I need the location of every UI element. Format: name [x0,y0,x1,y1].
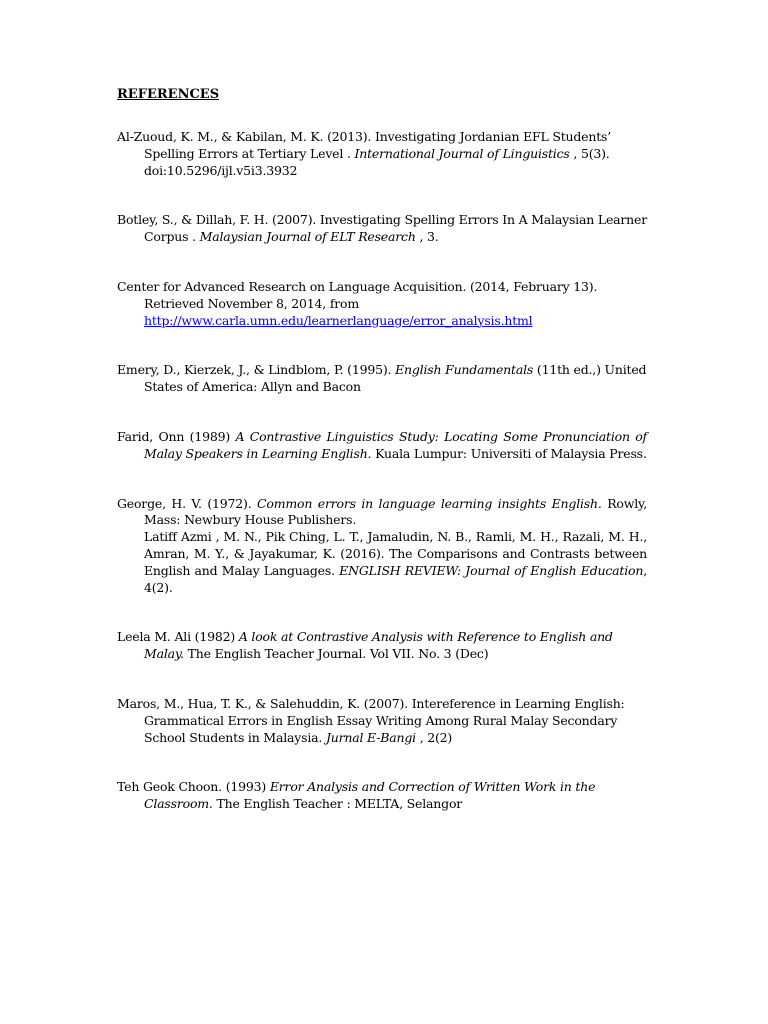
reference-entry-latiff-azmi [144,529,647,596]
reference-details: (11th ed.,) United States of America: Allyn and Bacon [144,362,647,395]
reference-entry-teh-geok-choon [117,779,647,813]
reference-entry-leela [117,629,647,663]
reference-entry-al-zuoud [117,129,647,179]
reference-details: , 5(3). doi:10.5296/ijl.v5i3.3932 [144,145,610,178]
reference-text: Leela M. Ali (1982) [117,629,239,645]
reference-link[interactable]: http://www.carla.umn.edu/learnerlanguage/error_analysis.html [144,312,533,328]
references-page [117,86,647,813]
reference-entry-george [117,496,647,597]
reference-text: Teh Geok Choon. (1993) [117,779,270,795]
reference-entry-carla [117,279,647,329]
reference-details: , 2(2) [415,729,453,745]
reference-text: Farid, Onn (1989) [117,428,236,444]
reference-text: Center for Advanced Research on Language Acquisition. (2014, February 13). Retrieved November 8, 2014, from [117,278,598,311]
reference-book-title: A Contrastive Linguistics Study: Locating Some Pronunciation of Malay Speakers in Learning English. [144,428,647,461]
reference-book-title: Error Analysis and Correction of Written Work in the Classroom. [144,779,596,812]
reference-journal: Malaysian Journal of ELT Research [199,229,416,245]
reference-text: Botley, S., & Dillah, F. H. (2007). Investigating Spelling Errors In A Malaysian Learner Corpus . [117,212,648,245]
reference-journal: ENGLISH REVIEW: Journal of English Education [339,562,644,578]
reference-text: Al-Zuoud, K. M., & Kabilan, M. K. (2013). Investigating Jordanian EFL Students’ Spelling Errors at Tertiary Level . [117,129,612,161]
reference-details: , 4(2). [144,562,647,595]
reference-entry-farid [117,429,647,463]
reference-details: , 3. [415,229,439,245]
reference-text: George, H. V. (1972). [117,495,258,511]
reference-entry-maros [117,696,647,746]
reference-journal: International Journal of Linguistics [354,145,570,161]
reference-article-title: A look at Contrastive Analysis with Reference to English and Malay. [144,629,613,662]
reference-journal: Jurnal E-Bangi [325,729,416,745]
reference-entry-emery [117,362,647,396]
reference-details: Kuala Lumpur: Universiti of Malaysia Press. [371,445,647,461]
reference-details: Rowly, Mass: Newbury House Publishers. [144,495,648,528]
reference-text: Maros, M., Hua, T. K., & Salehuddin, K. (2007). Intereference in Learning English: Grammatical Errors in English Essay Writing Among Rural Malay Secondary School Students in Malaysia. [117,695,625,745]
reference-book-title: Common errors in language learning insights English. [257,495,602,511]
reference-text: Emery, D., Kierzek, J., & Lindblom, P. (1995). [117,362,396,378]
reference-book-title: English Fundamentals [395,362,534,378]
references-heading: REFERENCES [117,87,220,102]
reference-text: Latiff Azmi , M. N., Pik Ching, L. T., Jamaludin, N. B., Ramli, M. H., Razali, M. H., Amran, M. Y., & Jayakumar, K. (2016). The Comparisons and Contrasts between English and Malay Languages. [144,529,647,578]
reference-entry-botley [117,212,647,246]
reference-details: The English Teacher : MELTA, Selangor [212,796,463,812]
reference-details: The English Teacher Journal. Vol VII. No. 3 (Dec) [183,646,489,662]
